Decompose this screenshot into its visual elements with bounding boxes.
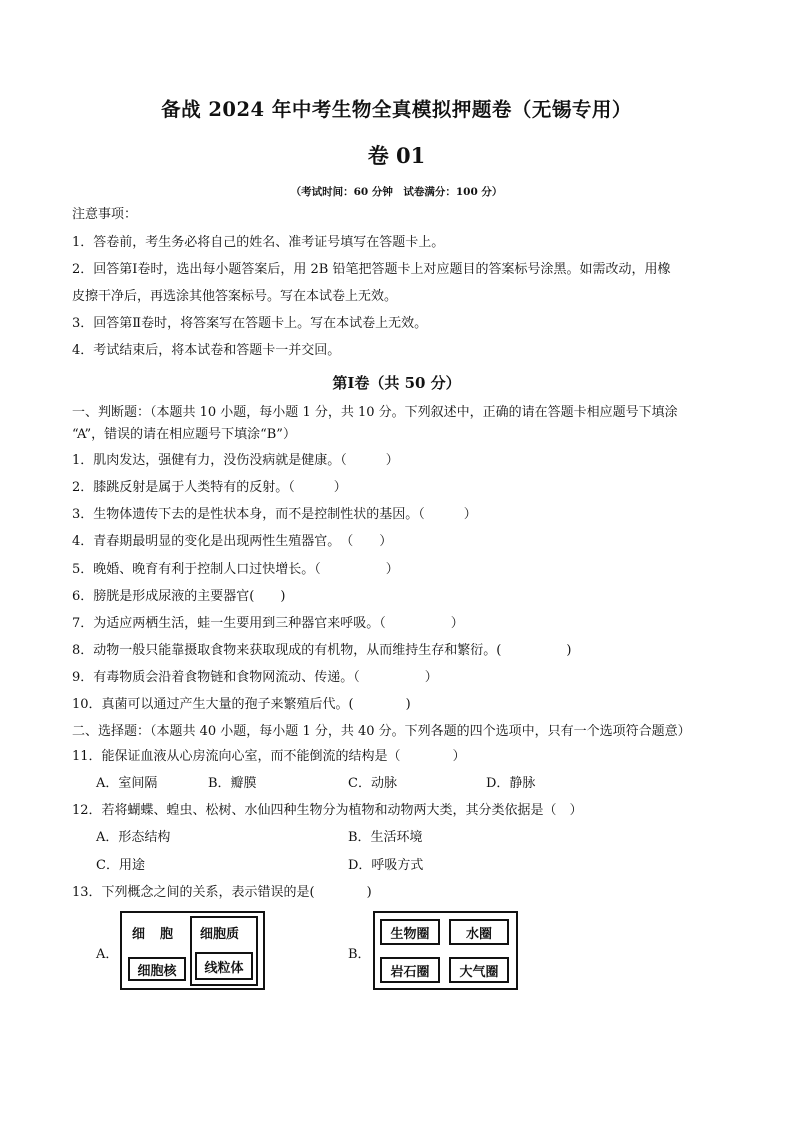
judge-question: 8．动物一般只能靠摄取食物来获取现成的有机物，从而维持生存和繁衍。( )	[72, 643, 572, 658]
exam-title: 备战 2024 年中考生物全真模拟押题卷（无锡专用）	[161, 98, 632, 121]
note-item: 3．回答第Ⅱ卷时，将答案写在答题卡上。写在本试卷上无效。	[72, 316, 428, 331]
exam-info: （考试时间：60 分钟 试卷满分：100 分）	[290, 186, 503, 198]
q11-option-a: A．室间隔	[96, 776, 158, 791]
atmosphere-box: 大气圈	[449, 957, 509, 983]
question-13-stem: 13．下列概念之间的关系，表示错误的是( )	[72, 885, 372, 900]
mitochondria-box: 线粒体	[195, 952, 253, 980]
judge-question: 3．生物体遗传下去的是性状本身，而不是控制性状的基因。（ ）	[72, 507, 477, 522]
nucleus-box: 细胞核	[128, 957, 186, 981]
question-12-stem: 12．若将蝴蝶、蝗虫、松树、水仙四种生物分为植物和动物两大类，其分类依据是（ ）	[72, 803, 583, 818]
judge-question: 9．有毒物质会沿着食物链和食物网流动、传递。（ ）	[72, 670, 438, 685]
q11-option-c: C．动脉	[348, 776, 397, 791]
question-11-stem: 11．能保证血液从心房流向心室，而不能倒流的结构是（ ）	[72, 749, 466, 764]
lithosphere-box: 岩石圈	[380, 957, 440, 983]
q12-option-d: D．呼吸方式	[348, 858, 424, 873]
judge-heading: 一、判断题：（本题共 10 小题，每小题 1 分，共 10 分。下列叙述中，正确的请在答题卡相应题号下填涂	[72, 405, 678, 420]
q11-option-d: D．静脉	[486, 776, 536, 791]
q11-option-b: B．瓣膜	[208, 776, 257, 791]
choice-heading: 二、选择题：（本题共 40 小题，每小题 1 分，共 40 分。下列各题的四个选项中，只有一个选项符合题意）	[72, 724, 691, 739]
q12-option-c: C．用途	[96, 858, 145, 873]
part1-title: 第Ⅰ卷（共 50 分）	[332, 374, 461, 392]
cytoplasm-label: 细胞质	[200, 927, 240, 942]
notes-heading: 注意事项：	[72, 207, 138, 222]
judge-question: 1．肌肉发达，强健有力，没伤没病就是健康。（ ）	[72, 453, 399, 468]
note-item: 1．答卷前，考生务必将自己的姓名、准考证号填写在答题卡上。	[72, 235, 445, 250]
note-item: 4．考试结束后，将本试卷和答题卡一并交回。	[72, 343, 341, 358]
exam-subtitle: 卷 01	[367, 143, 426, 168]
cell-label: 细 胞	[132, 927, 175, 942]
judge-question: 7．为适应两栖生活，蛙一生要用到三种器官来呼吸。（ ）	[72, 616, 464, 631]
judge-heading-cont: “A”，错误的请在相应题号下填涂“B”）	[72, 427, 296, 442]
judge-question: 10．真菌可以通过产生大量的孢子来繁殖后代。( )	[72, 697, 411, 712]
hydrosphere-box: 水圈	[449, 919, 509, 945]
q13-option-a-label: A．	[96, 947, 119, 962]
cytoplasm-box	[190, 916, 258, 986]
biosphere-box: 生物圈	[380, 919, 440, 945]
judge-question: 2．膝跳反射是属于人类特有的反射。（ ）	[72, 480, 347, 495]
judge-question: 6．膀胱是形成尿液的主要器官( )	[72, 589, 286, 604]
cell-diagram	[120, 911, 265, 990]
q12-option-a: A．形态结构	[96, 830, 171, 845]
q12-option-b: B．生活环境	[348, 830, 423, 845]
note-item: 2．回答第Ⅰ卷时，选出每小题答案后，用 2B 铅笔把答题卡上对应题目的答案标号涂黑。如需改动，用橡	[72, 262, 671, 277]
q13-option-b-label: B．	[348, 947, 371, 962]
judge-question: 4．青春期最明显的变化是出现两性生殖器官。 （ ）	[72, 534, 393, 549]
judge-question: 5．晚婚、晚育有利于控制人口过快增长。（ ）	[72, 562, 399, 577]
note-item: 皮擦干净后，再选涂其他答案标号。写在本试卷上无效。	[72, 289, 398, 304]
biosphere-diagram	[373, 911, 518, 990]
